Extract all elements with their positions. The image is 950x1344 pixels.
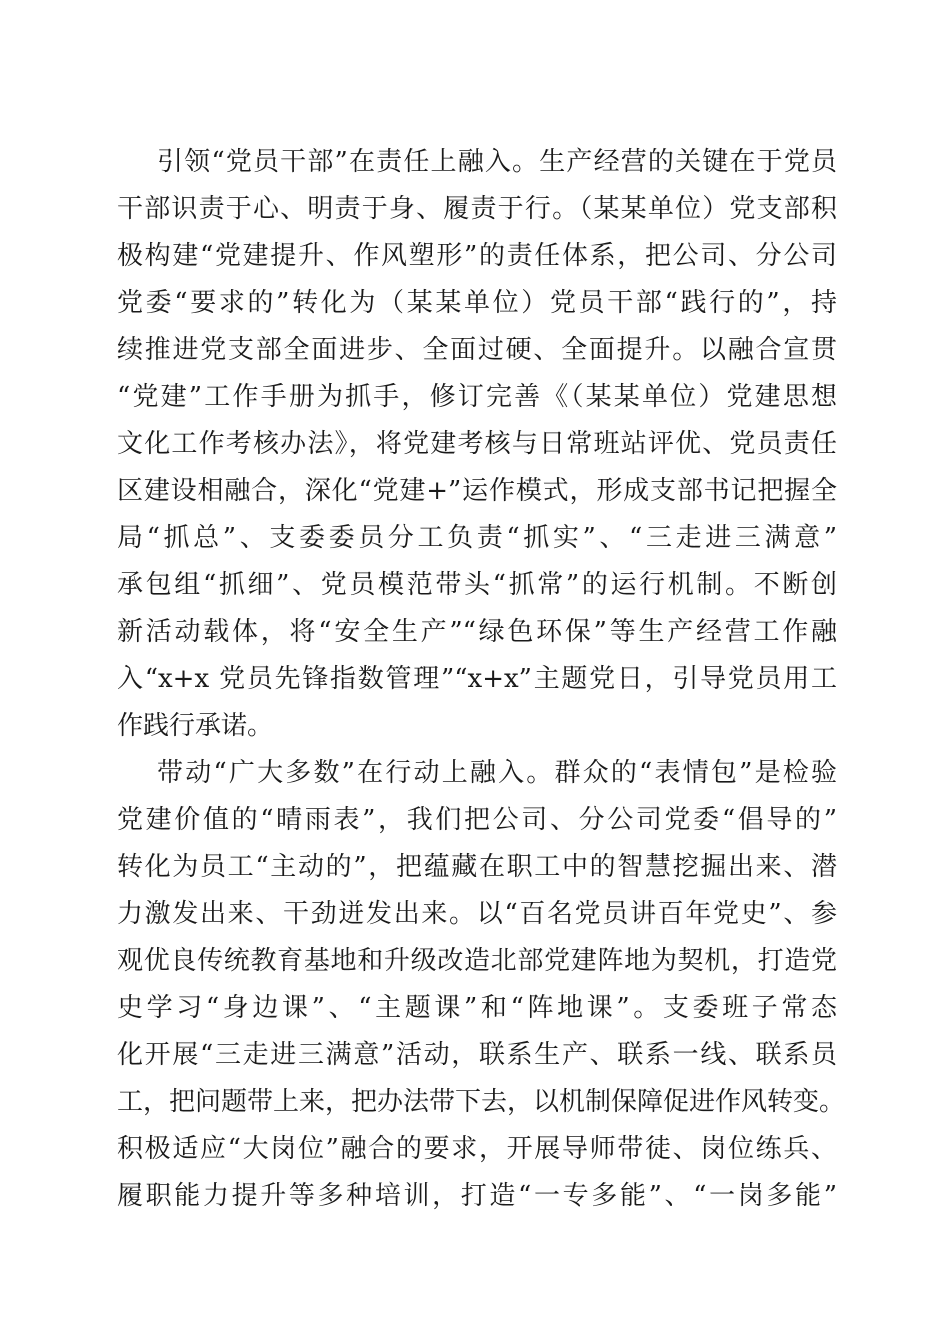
text-line: 力激发出来、干劲迸发出来。以“百名党员讲百年党史”、参 <box>117 899 837 929</box>
text-line: 区建设相融合，深化“党建+”运作模式，形成支部书记把握全 <box>117 476 837 506</box>
text-line: 新活动载体，将“安全生产”“绿色环保”等生产经营工作融 <box>117 617 837 647</box>
text-line: 极构建“党建提升、作风塑形”的责任体系，把公司、分公司 <box>117 241 837 271</box>
text-line: 作践行承诺。 <box>117 711 274 741</box>
text-line: 转化为员工“主动的”，把蕴藏在职工中的智慧挖掘出来、潜 <box>117 852 837 882</box>
text-line: 入“x+x 党员先锋指数管理”“x+x”主题党日，引导党员用工 <box>117 664 837 694</box>
text-line: 引领“党员干部”在责任上融入。生产经营的关键在于党员 <box>157 147 837 177</box>
text-line: 续推进党支部全面进步、全面过硬、全面提升。以融合宣贯 <box>117 335 837 365</box>
paragraph-party-members <box>117 139 837 750</box>
text-line: “党建”工作手册为抓手，修订完善《（某某单位）党建思想 <box>117 382 837 412</box>
paragraph-masses <box>117 750 846 1220</box>
text-line: 干部识责于心、明责于身、履责于行。（某某单位）党支部积 <box>117 194 837 224</box>
text-line: 史学习“身边课”、“主题课”和“阵地课”。支委班子常态 <box>117 993 837 1023</box>
text-line: 文化工作考核办法》，将党建考核与日常班站评优、党员责任 <box>117 429 837 459</box>
text-line: 观优良传统教育基地和升级改造北部党建阵地为契机，打造党 <box>117 946 837 976</box>
text-line: 局“抓总”、支委委员分工负责“抓实”、“三走进三满意” <box>117 523 837 553</box>
text-line: 党委“要求的”转化为（某某单位）党员干部“践行的”，持 <box>117 288 837 318</box>
text-line: 承包组“抓细”、党员模范带头“抓常”的运行机制。不断创 <box>117 570 837 600</box>
text-line: 党建价值的“晴雨表”，我们把公司、分公司党委“倡导的” <box>117 805 837 835</box>
text-line: 带动“广大多数”在行动上融入。群众的“表情包”是检验 <box>157 758 837 788</box>
text-line: 履职能力提升等多种培训，打造“一专多能”、“一岗多能” <box>117 1181 837 1211</box>
text-line: 化开展“三走进三满意”活动，联系生产、联系一线、联系员 <box>117 1040 837 1070</box>
text-line: 工，把问题带上来，把办法带下去，以机制保障促进作风转变。 <box>117 1087 846 1117</box>
text-line: 积极适应“大岗位”融合的要求，开展导师带徒、岗位练兵、 <box>117 1134 837 1164</box>
document-body <box>117 139 846 1220</box>
